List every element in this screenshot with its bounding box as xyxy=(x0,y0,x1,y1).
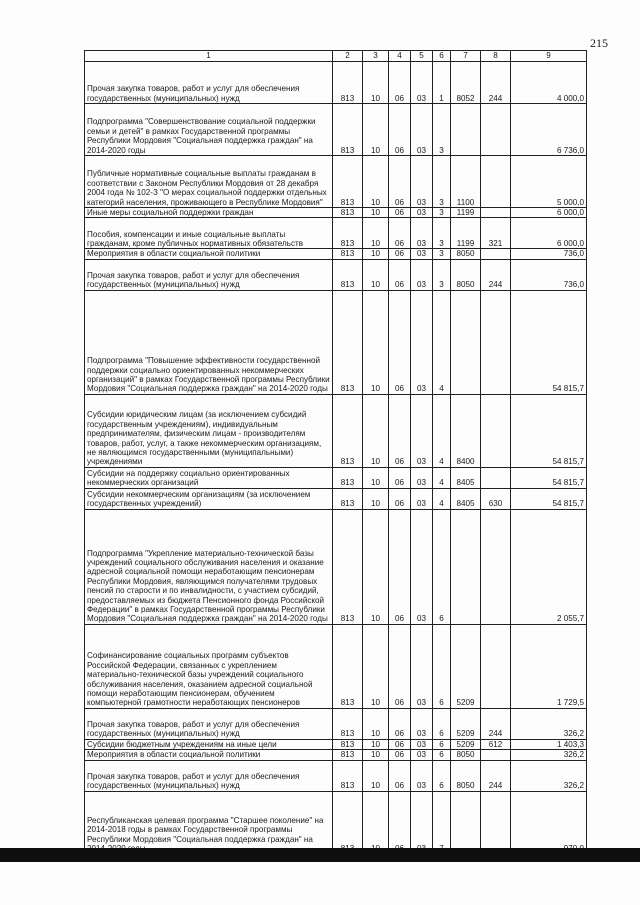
cell-section: 10 xyxy=(363,467,389,488)
cell-subprogram: 3 xyxy=(433,249,451,259)
cell-chapter: 813 xyxy=(333,394,363,467)
cell-chapter: 813 xyxy=(333,750,363,760)
cell-amount: 1 729,5 xyxy=(511,624,587,708)
header-cell-subprogram: 6 xyxy=(433,51,451,62)
cell-description: Субсидии на поддержку социально ориентированных некоммерческих организаций xyxy=(85,467,333,488)
cell-section: 10 xyxy=(363,488,389,509)
cell-amount: 6 000,0 xyxy=(511,218,587,249)
cell-description: Прочая закупка товаров, работ и услуг для обеспечения государственных (муниципальных) нужд xyxy=(85,62,333,104)
cell-subprogram: 6 xyxy=(433,739,451,749)
cell-program xyxy=(411,791,433,854)
cell-target-item: 1199 xyxy=(451,208,481,218)
cell-chapter: 813 xyxy=(333,488,363,509)
cell-description: Прочая закупка товаров, работ и услуг для обеспечения государственных (муниципальных) нужд xyxy=(85,259,333,290)
cell-subprogram xyxy=(433,791,451,854)
cell-subsection: 06 xyxy=(389,156,411,208)
cell-section: 10 xyxy=(363,156,389,208)
cell-chapter xyxy=(333,791,363,854)
header-cell-description: 1 xyxy=(85,51,333,62)
cell-subprogram: 1 xyxy=(433,62,451,104)
cell-description: Публичные нормативные социальные выплаты гражданам в соответствии с Законом Республики Мордовия от 28 декабря 2004 года № 102-З "О мерах социальной поддержки отдельных категорий населения, проживающего в Республике Мордовия" xyxy=(85,156,333,208)
table-row xyxy=(85,708,587,739)
cell-subprogram: 6 xyxy=(433,708,451,739)
cell-section xyxy=(363,791,389,854)
cell-target-item: 8050 xyxy=(451,249,481,259)
table-row xyxy=(85,156,587,208)
cell-expense-type xyxy=(481,750,511,760)
cell-expense-type xyxy=(481,290,511,394)
cell-expense-type xyxy=(481,156,511,208)
cell-section: 10 xyxy=(363,509,389,624)
cell-chapter: 813 xyxy=(333,62,363,104)
table-row xyxy=(85,750,587,760)
header-cell-amount: 9 xyxy=(511,51,587,62)
cell-subsection: 06 xyxy=(389,104,411,156)
cell-expense-type xyxy=(481,394,511,467)
cell-description: Субсидии некоммерческим организациям (за исключением государственных учреждений) xyxy=(85,488,333,509)
cell-program: 03 xyxy=(411,249,433,259)
cell-amount: 54 815,7 xyxy=(511,488,587,509)
table-row xyxy=(85,467,587,488)
cell-target-item: 5209 xyxy=(451,708,481,739)
cell-target-item: 8405 xyxy=(451,467,481,488)
header-cell-section: 3 xyxy=(363,51,389,62)
cell-section: 10 xyxy=(363,62,389,104)
cell-subsection: 06 xyxy=(389,708,411,739)
cell-subsection: 06 xyxy=(389,467,411,488)
cell-target-item: 8050 xyxy=(451,259,481,290)
table-row xyxy=(85,290,587,394)
cell-amount: 54 815,7 xyxy=(511,467,587,488)
cell-target-item: 8050 xyxy=(451,760,481,791)
cell-section: 10 xyxy=(363,708,389,739)
cell-program: 03 xyxy=(411,467,433,488)
cell-subprogram: 3 xyxy=(433,156,451,208)
table-row xyxy=(85,394,587,467)
cell-program: 03 xyxy=(411,208,433,218)
cell-subprogram: 4 xyxy=(433,394,451,467)
cell-chapter: 813 xyxy=(333,624,363,708)
cell-target-item: 1100 xyxy=(451,156,481,208)
cell-section: 10 xyxy=(363,739,389,749)
cell-section: 10 xyxy=(363,624,389,708)
cell-expense-type: 244 xyxy=(481,62,511,104)
cell-subsection: 06 xyxy=(389,509,411,624)
cell-subsection: 06 xyxy=(389,290,411,394)
cell-program: 03 xyxy=(411,104,433,156)
cell-program: 03 xyxy=(411,62,433,104)
cell-program: 03 xyxy=(411,760,433,791)
cell-subprogram: 6 xyxy=(433,624,451,708)
cell-subsection: 06 xyxy=(389,259,411,290)
cell-target-item: 8400 xyxy=(451,394,481,467)
table-row xyxy=(85,259,587,290)
cell-program: 03 xyxy=(411,290,433,394)
cell-program: 03 xyxy=(411,156,433,208)
cell-description: Подпрограмма "Укрепление материально-технической базы учреждений социального обслуживания населения и оказание адресной социальной помощи неработающим пенсионерам Республики Мордовия, являющимся получателями трудовых пенсий по старости и по инвалидности, с участием субсидий, предоставляемых из бюджета Пенсионного фонда Российской Федерации" в рамках Государственной программы Республики Мордовия "Социальная поддержка граждан" на 2014-2020 годы xyxy=(85,509,333,624)
cell-subsection: 06 xyxy=(389,208,411,218)
cell-subprogram: 4 xyxy=(433,467,451,488)
cell-amount: 326,2 xyxy=(511,760,587,791)
cell-chapter: 813 xyxy=(333,104,363,156)
cell-program: 03 xyxy=(411,394,433,467)
cell-target-item xyxy=(451,791,481,854)
cell-amount: 326,2 xyxy=(511,708,587,739)
cell-subprogram: 3 xyxy=(433,218,451,249)
cell-description: Софинансирование социальных программ субъектов Российской Федерации, связанных с укреплением материально-технической базы учреждений социального обслуживания населения, оказанием адресной социальной помощи неработающим пенсионерам, обучением компьютерной грамотности неработающих пенсионеров xyxy=(85,624,333,708)
header-cell-program: 5 xyxy=(411,51,433,62)
cell-target-item xyxy=(451,104,481,156)
cell-chapter: 813 xyxy=(333,208,363,218)
cell-subprogram: 3 xyxy=(433,104,451,156)
cell-chapter: 813 xyxy=(333,249,363,259)
cell-section: 10 xyxy=(363,208,389,218)
header-cell-expense-type: 8 xyxy=(481,51,511,62)
cell-expense-type xyxy=(481,249,511,259)
cell-subprogram: 4 xyxy=(433,290,451,394)
cell-expense-type xyxy=(481,467,511,488)
cell-expense-type: 612 xyxy=(481,739,511,749)
cell-program: 03 xyxy=(411,708,433,739)
cell-program: 03 xyxy=(411,218,433,249)
cell-description: Иные меры социальной поддержки граждан xyxy=(85,208,333,218)
cell-subsection: 06 xyxy=(389,750,411,760)
cell-target-item: 5209 xyxy=(451,624,481,708)
header-cell-chapter: 2 xyxy=(333,51,363,62)
cell-expense-type xyxy=(481,624,511,708)
cell-chapter: 813 xyxy=(333,259,363,290)
cell-chapter: 813 xyxy=(333,218,363,249)
cell-amount: 6 000,0 xyxy=(511,208,587,218)
cell-chapter: 813 xyxy=(333,708,363,739)
cell-description: Мероприятия в области социальной политики xyxy=(85,249,333,259)
cell-amount: 5 000,0 xyxy=(511,156,587,208)
cell-description: Субсидии юридическим лицам (за исключением субсидий государственным учреждениям), индивидуальным предпринимателям, физическим лицам - производителям товаров, работ, услуг, а также некоммерческим организациям, не являющимся государственными (муниципальными) учреждениями xyxy=(85,394,333,467)
cell-section: 10 xyxy=(363,760,389,791)
cell-description: Подпрограмма "Повышение эффективности государственной поддержки социально ориентированных некоммерческих организаций" в рамках Государственной программы Республики Мордовия "Социальная поддержка граждан" на 2014-2020 годы xyxy=(85,290,333,394)
cell-program: 03 xyxy=(411,624,433,708)
header-cell-subsection: 4 xyxy=(389,51,411,62)
table-row xyxy=(85,760,587,791)
cell-chapter: 813 xyxy=(333,290,363,394)
cell-amount: 1 403,3 xyxy=(511,739,587,749)
cell-amount: 6 736,0 xyxy=(511,104,587,156)
table-header-row xyxy=(85,51,587,62)
cell-amount: 736,0 xyxy=(511,259,587,290)
cell-program: 03 xyxy=(411,750,433,760)
cell-subsection: 06 xyxy=(389,394,411,467)
cell-section: 10 xyxy=(363,218,389,249)
cell-expense-type: 630 xyxy=(481,488,511,509)
cell-expense-type xyxy=(481,104,511,156)
cell-expense-type: 244 xyxy=(481,760,511,791)
cell-section: 10 xyxy=(363,104,389,156)
cell-program: 03 xyxy=(411,509,433,624)
cell-expense-type: 244 xyxy=(481,259,511,290)
cell-chapter: 813 xyxy=(333,509,363,624)
cell-program: 03 xyxy=(411,488,433,509)
table-row xyxy=(85,218,587,249)
cell-program: 03 xyxy=(411,259,433,290)
cell-subprogram: 4 xyxy=(433,488,451,509)
table-row xyxy=(85,739,587,749)
table-row xyxy=(85,62,587,104)
cell-description: Прочая закупка товаров, работ и услуг для обеспечения государственных (муниципальных) нужд xyxy=(85,760,333,791)
cell-description: Мероприятия в области социальной политики xyxy=(85,750,333,760)
cell-description: Подпрограмма "Совершенствование социальной поддержки семьи и детей" в рамках Государственной программы Республики Мордовия "Социальная поддержка граждан" на 2014-2020 годы xyxy=(85,104,333,156)
cell-chapter: 813 xyxy=(333,739,363,749)
table-row xyxy=(85,104,587,156)
cell-description: Субсидии бюджетным учреждениям на иные цели xyxy=(85,739,333,749)
cell-expense-type: 321 xyxy=(481,218,511,249)
cell-target-item: 8050 xyxy=(451,750,481,760)
cell-description: Республиканская целевая программа "Старшее поколение" на 2014-2018 годы в рамках Государственной программы Республики Мордовия "Социальная поддержка граждан" на xyxy=(85,791,333,854)
cell-description: Пособия, компенсации и иные социальные выплаты гражданам, кроме публичных нормативных обязательств xyxy=(85,218,333,249)
cell-expense-type xyxy=(481,791,511,854)
cell-amount: 736,0 xyxy=(511,249,587,259)
cell-expense-type xyxy=(481,208,511,218)
cell-target-item xyxy=(451,509,481,624)
table-row xyxy=(85,791,587,854)
cell-subsection xyxy=(389,791,411,854)
table-row xyxy=(85,208,587,218)
cell-chapter: 813 xyxy=(333,467,363,488)
cell-subsection: 06 xyxy=(389,488,411,509)
cell-amount: 54 815,7 xyxy=(511,394,587,467)
cell-chapter: 813 xyxy=(333,156,363,208)
budget-table xyxy=(84,50,587,855)
table-row xyxy=(85,624,587,708)
cell-target-item: 8405 xyxy=(451,488,481,509)
cell-section: 10 xyxy=(363,750,389,760)
cell-amount xyxy=(511,791,587,854)
cell-target-item xyxy=(451,290,481,394)
page-number: 215 xyxy=(590,36,608,50)
table-row xyxy=(85,488,587,509)
cell-amount: 2 055,7 xyxy=(511,509,587,624)
scan-edge-bar xyxy=(0,848,640,862)
cell-subsection: 06 xyxy=(389,62,411,104)
table-row xyxy=(85,249,587,259)
cell-subsection: 06 xyxy=(389,624,411,708)
cell-subsection: 06 xyxy=(389,760,411,791)
cell-subsection: 06 xyxy=(389,739,411,749)
cell-expense-type: 244 xyxy=(481,708,511,739)
table-row xyxy=(85,509,587,624)
cell-subsection: 06 xyxy=(389,218,411,249)
cell-section: 10 xyxy=(363,394,389,467)
cell-subprogram: 6 xyxy=(433,509,451,624)
cell-subprogram: 6 xyxy=(433,750,451,760)
cell-target-item: 5209 xyxy=(451,739,481,749)
cell-section: 10 xyxy=(363,259,389,290)
cell-target-item: 8052 xyxy=(451,62,481,104)
cell-amount: 54 815,7 xyxy=(511,290,587,394)
cell-expense-type xyxy=(481,509,511,624)
cell-subprogram: 6 xyxy=(433,760,451,791)
header-cell-target-item: 7 xyxy=(451,51,481,62)
cell-section: 10 xyxy=(363,249,389,259)
cell-subprogram: 3 xyxy=(433,208,451,218)
cell-chapter: 813 xyxy=(333,760,363,791)
cell-amount: 326,2 xyxy=(511,750,587,760)
cell-target-item: 1199 xyxy=(451,218,481,249)
cell-description: Прочая закупка товаров, работ и услуг для обеспечения государственных (муниципальных) нужд xyxy=(85,708,333,739)
cell-section: 10 xyxy=(363,290,389,394)
cell-subprogram: 3 xyxy=(433,259,451,290)
cell-amount: 4 000,0 xyxy=(511,62,587,104)
cell-program: 03 xyxy=(411,739,433,749)
cell-subsection: 06 xyxy=(389,249,411,259)
